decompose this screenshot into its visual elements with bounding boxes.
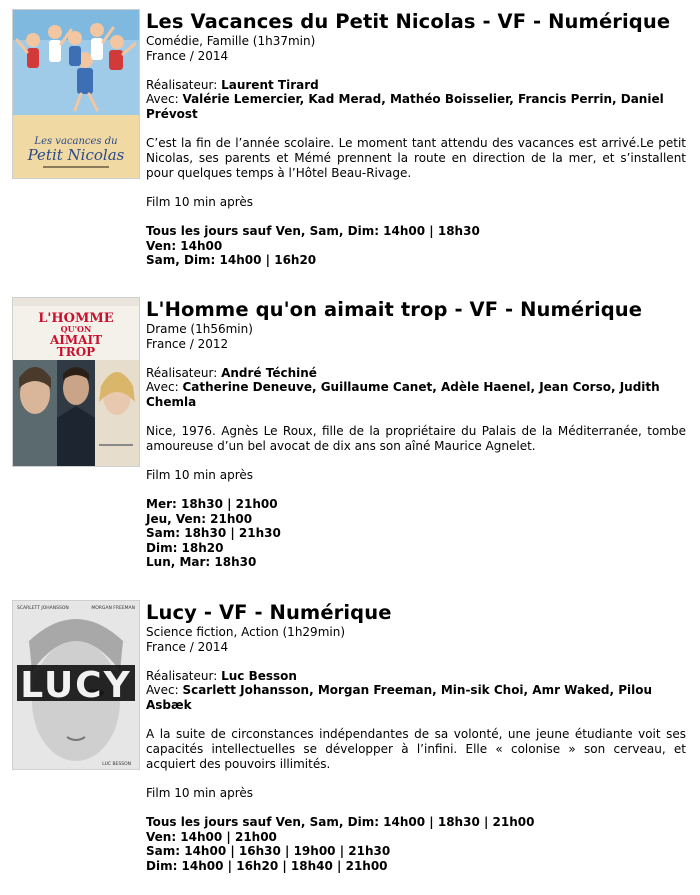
director-name: Laurent Tirard: [221, 77, 319, 92]
poster-credit: LUC BESSON: [102, 762, 131, 767]
movie-cast: [146, 380, 686, 409]
movie-poster[interactable]: [13, 298, 139, 466]
movie-origin: France / 2014: [146, 639, 229, 654]
movie-note: Film 10 min après: [146, 786, 254, 800]
poster-title-line2: Petit Nicolas: [27, 146, 125, 164]
poster-image: [13, 601, 139, 769]
director-label: Réalisateur:: [146, 365, 222, 380]
showtime-line: Sam: 14h00 | 16h30 | 19h00 | 21h30: [146, 844, 391, 858]
movie-director: [146, 366, 686, 381]
movie-info: [146, 601, 686, 873]
poster-image: [13, 298, 139, 466]
showtime-line: Mer: 18h30 | 21h00: [146, 497, 278, 511]
movie-synopsis: C’est la fin de l’année scolaire. Le moment tant attendu des vacances est arrivé.Le petit Nicolas, ses parents et Mémé prennent la route en direction de la mer, et s’installent pour quelques temps à l’Hôtel Beau-Rivage.: [146, 135, 686, 180]
poster-title-line1: L'HOMME: [38, 311, 114, 326]
showtime-line: Dim: 18h20: [146, 540, 224, 555]
movie-poster[interactable]: [13, 601, 139, 769]
showtime-line: Lun, Mar: 18h30: [146, 555, 257, 569]
director-label: Réalisateur:: [146, 77, 222, 92]
movie-cast: [146, 92, 686, 121]
director-name: Luc Besson: [221, 668, 297, 683]
movie-title[interactable]: L'Homme qu'on aimait trop - VF - Numérique: [146, 298, 643, 321]
movie-origin: France / 2014: [146, 48, 229, 63]
cast-names: Scarlett Johansson, Morgan Freeman, Min-sik Choi, Amr Waked, Pilou Asbæk: [146, 683, 653, 712]
movie-note: Film 10 min après: [146, 468, 254, 482]
movie-director: [146, 669, 686, 684]
movie-origin: France / 2012: [146, 336, 229, 351]
showtime-line: Ven: 14h00 | 21h00: [146, 829, 277, 844]
movie-note: Film 10 min après: [146, 195, 254, 209]
showtime-line: Tous les jours sauf Ven, Sam, Dim: 14h00 | 18h30: [146, 224, 480, 238]
poster-top-left: SCARLETT JOHANSSON: [17, 606, 69, 611]
poster-title-line2: QU'ON: [60, 324, 92, 334]
movie-poster[interactable]: [13, 10, 139, 178]
movie-genre: Science fiction, Action (1h29min): [146, 625, 346, 639]
movie-title[interactable]: Les Vacances du Petit Nicolas - VF - Numérique: [146, 10, 671, 33]
cast-names: Catherine Deneuve, Guillaume Canet, Adèle Haenel, Jean Corso, Judith Chemla: [146, 380, 660, 409]
director-name: André Téchiné: [221, 365, 317, 380]
poster-title-line1: Les vacances du: [34, 136, 118, 147]
movie-info: [146, 10, 686, 268]
cast-label: Avec:: [146, 380, 183, 394]
showtime-line: Dim: 14h00 | 16h20 | 18h40 | 21h00: [146, 858, 388, 873]
showtime-line: Tous les jours sauf Ven, Sam, Dim: 14h00 | 18h30 | 21h00: [146, 815, 535, 829]
cast-names: Valérie Lemercier, Kad Merad, Mathéo Boisselier, Francis Perrin, Daniel Prévost: [146, 92, 664, 121]
showtime-line: Sam: 18h30 | 21h30: [146, 526, 281, 540]
showtime-line: Ven: 14h00: [146, 238, 223, 253]
movie-synopsis: A la suite de circonstances indépendantes de sa volonté, une jeune étudiante voit ses capacités intellectuelles se développer à l’infini. Elle « colonise » son cerveau, et acquiert des pouvoirs illimités.: [146, 726, 686, 771]
poster-top-right: MORGAN FREEMAN: [91, 606, 135, 611]
poster-title-line3: AIMAIT: [49, 333, 103, 347]
movie-title[interactable]: Lucy - VF - Numérique: [146, 601, 392, 624]
movie-genre: Comédie, Famille (1h37min): [146, 34, 316, 48]
poster-title: LUCY: [20, 665, 132, 706]
cast-label: Avec:: [146, 92, 183, 106]
poster-title-line4: TROP: [56, 345, 96, 359]
director-label: Réalisateur:: [146, 668, 222, 683]
showtime-line: Sam, Dim: 14h00 | 16h20: [146, 253, 317, 267]
movie-cast: [146, 683, 686, 712]
movie-genre: Drame (1h56min): [146, 322, 253, 336]
movie-info: [146, 298, 686, 570]
showtime-line: Jeu, Ven: 21h00: [146, 511, 253, 526]
movie-synopsis: Nice, 1976. Agnès Le Roux, fille de la propriétaire du Palais de la Méditerranée, tombe amoureuse d’un bel avocat de dix ans son aîné Maurice Agnelet.: [146, 423, 686, 453]
movie-director: [146, 78, 686, 93]
poster-image: [13, 10, 139, 178]
cast-label: Avec:: [146, 683, 183, 697]
